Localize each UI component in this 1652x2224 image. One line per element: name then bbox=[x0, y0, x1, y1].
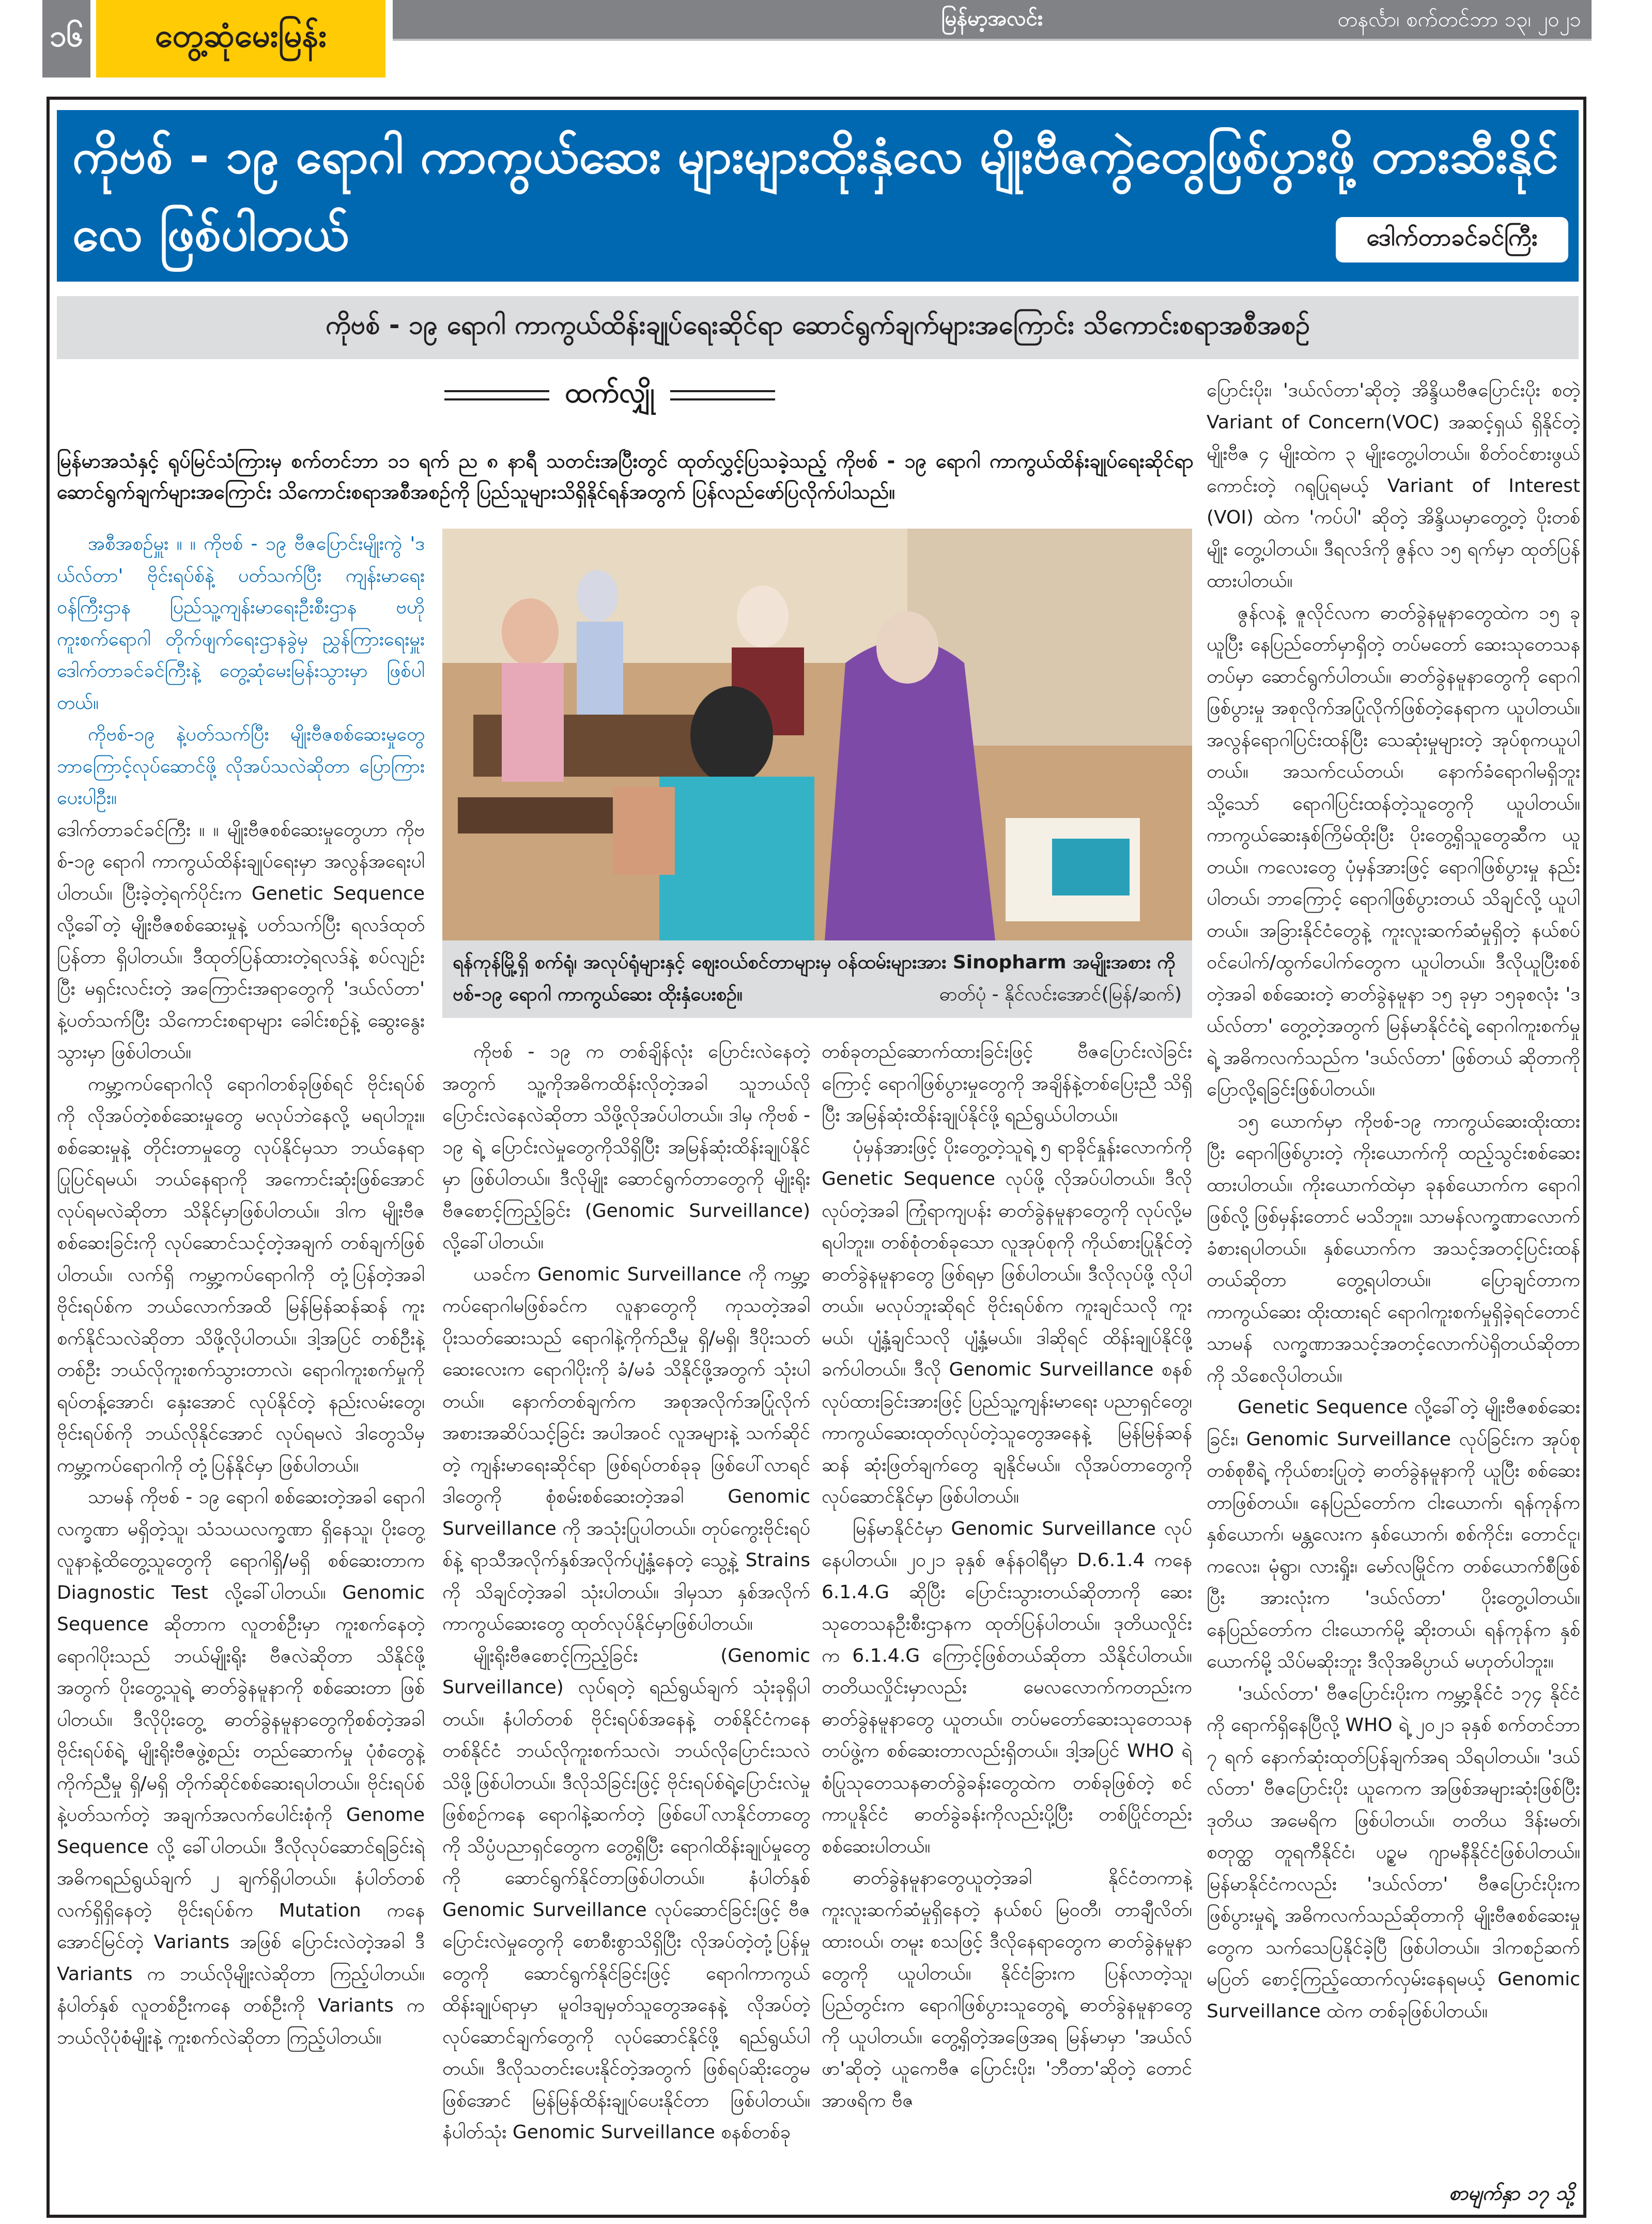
caption-text: ရန်ကုန်မြို့ရှိ စက်ရုံ၊ အလုပ်ရုံများနှင့် ဈေးဝယ်စင်တာများမှ ဝန်ထမ်းများအား Sinopharm အမျိုးအစား ကိုဗစ်-၁၉ ရောဂါ ကာကွယ်ဆေး ထိုးနှံပေးစဉ်။ bbox=[453, 952, 1176, 1005]
paragraph: ပုံမှန်အားဖြင့် ပိုးတွေ့တဲ့သူရဲ့ ၅ ရာခိုင်နှုန်းလောက်ကို Genetic Sequence လုပ်ဖို့ လိုအပ်ပါတယ်။ ဒီလိုလုပ်တဲ့အခါ ကြုံရာကျပန်း ဓာတ်ခွဲနမူနာတွေကို လုပ်လို့မရပါဘူး။ တစ်စုံတစ်ခုသော လူအုပ်စုကို ကိုယ်စားပြုနိုင်တဲ့ ဓာတ်ခွဲနမူနာတွေ ဖြစ်ရမှာ ဖြစ်ပါတယ်။ ဒီလိုလုပ်ဖို့ လိုပါတယ်။ မလုပ်ဘူးဆိုရင် ဗိုင်းရပ်စ်က ကူးချင်သလို ကူးမယ်၊ ပျံ့နှံ့ချင်သလို ပျံ့နှံ့မယ်။ ဒါဆိုရင် ထိန်းချုပ်နိုင်ဖို့ ခက်ပါတယ်။ ဒီလို Genomic Surveillance စနစ်လုပ်ထားခြင်းအားဖြင့် ပြည်သူ့ကျန်းမာရေး ပညာရှင်တွေ၊ ကာကွယ်ဆေးထုတ်လုပ်တဲ့သူတွေအနေနဲ့ မြန်မြန်ဆန်ဆန် ဆုံးဖြတ်ချက်တွေ ချနိုင်မယ်။ လိုအပ်တာတွေကို လုပ်ဆောင်နိုင်မှာ ဖြစ်ပါတယ်။ bbox=[822, 1136, 1192, 1507]
vaccination-photo bbox=[442, 529, 1192, 940]
paragraph: ကိုဗစ် - ၁၉ က တစ်ချိန်လုံး ပြောင်းလဲနေတဲ့အတွက် သူ့ကိုအဓိကထိန်းလိုတဲ့အခါ သူဘယ်လိုပြောင်းလဲနေလဲဆိုတာ သိဖို့လိုအပ်ပါတယ်။ ဒါမှ ကိုဗစ် - ၁၉ ရဲ့ ပြောင်းလဲမှုတွေကိုသိရှိပြီး အမြန်ဆုံးထိန်းချုပ်နိုင်မှာ ဖြစ်ပါတယ်။ ဒီလိုမျိုး ဆောင်ရွက်တာတွေကို မျိုးရိုးဗီဇစောင့်ကြည့်ခြင်း (Genomic Surveillance) လို့ခေါ်ပါတယ်။ bbox=[442, 1041, 810, 1253]
column-2 bbox=[442, 1036, 810, 2199]
continued-label: ထက်လျှို bbox=[564, 376, 655, 409]
paragraph: ကမ္ဘာ့ကပ်ရောဂါလို ရောဂါတစ်ခုဖြစ်ရင် ဗိုင်းရပ်စ်ကို လိုအပ်တဲ့စစ်ဆေးမှုတွေ မလုပ်ဘဲနေလို့ မရပါဘူး။ စစ်ဆေးမှုနဲ့ တိုင်းတာမှုတွေ လုပ်နိုင်မှသာ ဘယ်နေရာပြုပြင်ရမယ်၊ ဘယ်နေရာကို အကောင်းဆုံးဖြစ်အောင် လုပ်ရမလဲဆိုတာ သိနိုင်မှာဖြစ်ပါတယ်။ ဒါက မျိုးဗီဇစစ်ဆေးခြင်းကို လုပ်ဆောင်သင့်တဲ့အချက် တစ်ချက်ဖြစ်ပါတယ်။ လက်ရှိ ကမ္ဘာ့ကပ်ရောဂါကို တုံ့ပြန်တဲ့အခါ ဗိုင်းရပ်စ်က ဘယ်လောက်အထိ မြန်မြန်ဆန်ဆန် ကူးစက်နိုင်သလဲဆိုတာ သိဖို့လိုပါတယ်။ ဒါ့အပြင် တစ်ဦးနဲ့တစ်ဦး ဘယ်လိုကူးစက်သွားတာလဲ၊ ရောဂါကူးစက်မှုကို ရပ်တန့်အောင်၊ နှေးအောင် လုပ်နိုင်တဲ့ နည်းလမ်းတွေ၊ ဗိုင်းရပ်စ်ကို ဘယ်လိုနိုင်အောင် လုပ်ရမလဲ ဒါတွေသိမှ ကမ္ဘာ့ကပ်ရောဂါကို တုံ့ပြန်နိုင်မှာ ဖြစ်ပါတယ်။ bbox=[57, 1073, 425, 1476]
continued-on-page[interactable]: စာမျက်နှာ ၁၇ သို့ bbox=[1448, 2182, 1574, 2204]
divider bbox=[444, 390, 549, 400]
article-title: ကိုဗစ် - ၁၉ ရောဂါ ကာကွယ်ဆေး များများထိုးနှံလေ မျိုးဗီဇကွဲတွေဖြစ်ပွားဖို့ တားဆီးနိုင်လေ ဖြစ်ပါတယ် bbox=[72, 129, 1558, 261]
article-subtitle: ကိုဗစ် - ၁၉ ရောဂါ ကာကွယ်ထိန်းချုပ်ရေးဆိုင်ရာ ဆောင်ရွက်ချက်များအကြောင်း သိကောင်းစရာအစီအစဉ် bbox=[57, 296, 1579, 359]
paragraph: တစ်ခုတည်ဆောက်ထားခြင်းဖြင့် ဗီဇပြောင်းလဲခြင်းကြောင့် ရောဂါဖြစ်ပွားမှုတွေကို အချိန်နဲ့တစ်ပြေးညီ သိရှိပြီး အမြန်ဆုံးထိန်းချုပ်နိုင်ဖို့ ရည်ရွယ်ပါတယ်။ bbox=[822, 1041, 1192, 1126]
paragraph: ပြောင်းပိုး၊ 'ဒယ်လ်တာ'ဆိုတဲ့ အိန္ဒိယဗီဇပြောင်းပိုး စတဲ့ Variant of Concern(VOC) အဆင့်ရှယ် ရှိနိုင်တဲ့ မျိုးဗီဇ ၄ မျိုးထဲက ၃ မျိုးတွေ့ပါတယ်။ စိတ်ဝင်စားဖွယ်ကောင်းတဲ့ ဂရုပြုရမယ့် Variant of Interest (VOI) ထဲက 'ကပ်ပါ' ဆိုတဲ့ အိန္ဒိယမှာတွေ့တဲ့ ပိုးတစ်မျိုး တွေ့ပါတယ်။ ဒီရလဒ်ကို ဇွန်လ ၁၅ ရက်မှာ ထုတ်ပြန်ထားပါတယ်။ bbox=[1207, 380, 1580, 592]
paragraph: ယခင်က Genomic Surveillance ကို ကမ္ဘာ့ကပ်ရောဂါမဖြစ်ခင်က လူနာတွေကို ကုသတဲ့အခါ ပိုးသတ်ဆေးသည် ရောဂါနဲ့ကိုက်ညီမှု ရှိ/မရှိ၊ ဒီပိုးသတ်ဆေးလေးက ရောဂါပိုးကို ခံ/မခံ သိနိုင်ဖို့အတွက် သုံးပါတယ်။ နောက်တစ်ချက်က အစုအလိုက်အပြုံလိုက် အစားအဆိပ်သင့်ခြင်း အပါအဝင် လူအများနဲ့ သက်ဆိုင်တဲ့ ကျန်းမာရေးဆိုင်ရာ ဖြစ်ရပ်တစ်ခုခု ဖြစ်ပေါ်လာရင် ဒါတွေကို စုံစမ်းစစ်ဆေးတဲ့အခါ Genomic Surveillance ကို အသုံးပြုပါတယ်။ တုပ်ကွေးဗိုင်းရပ်စ်နဲ့ ရာသီအလိုက်နှစ်အလိုက်ပျံ့နှံ့နေတဲ့ သွေ့နဲ့ Strains ကို သိချင်တဲ့အခါ သုံးပါတယ်။ ဒါမှသာ နှစ်အလိုက် ကာကွယ်ဆေးတွေ ထုတ်လုပ်နိုင်မှာဖြစ်ပါတယ်။ bbox=[442, 1263, 810, 1634]
paragraph: မျိုးရိုးဗီဇစောင့်ကြည့်ခြင်း (Genomic Surveillance) လုပ်ရတဲ့ ရည်ရွယ်ချက် သုံးခုရှိပါတယ်။ နံပါတ်တစ် ဗိုင်းရပ်စ်အနေနဲ့ တစ်နိုင်ငံကနေ တစ်နိုင်ငံ ဘယ်လိုကူးစက်သလဲ၊ ဘယ်လိုပြောင်းသလဲ သိဖို့ဖြစ်ပါတယ်။ ဒီလိုသိခြင်းဖြင့် ဗိုင်းရပ်စ်ရဲ့ပြောင်းလဲမှုဖြစ်စဉ်ကနေ ရောဂါနဲ့ဆက်တဲ့ ဖြစ်ပေါ်လာနိုင်တာတွေကို သိပ္ပံပညာရှင်တွေက တွေ့ရှိပြီး ရောဂါထိန်းချုပ်မှုတွေကို ဆောင်ရွက်နိုင်တာဖြစ်ပါတယ်။ နံပါတ်နှစ် Genomic Surveillance လုပ်ဆောင်ခြင်းဖြင့် ဗီဇပြောင်းလဲမှုတွေကို စောစီးစွာသိရှိပြီး လိုအပ်တဲ့တုံ့ပြန်မှုတွေကို ဆောင်ရွက်နိုင်ခြင်းဖြင့် ရောဂါကာကွယ်ထိန်းချုပ်ရာမှာ မူဝါဒချမှတ်သူတွေအနေနဲ့ လိုအပ်တဲ့လုပ်ဆောင်ချက်တွေကို လုပ်ဆောင်နိုင်ဖို့ ရည်ရွယ်ပါတယ်။ ဒီလိုသတင်းပေးနိုင်တဲ့အတွက် ဖြစ်ရပ်ဆိုးတွေမဖြစ်အောင် မြန်မြန်ထိန်းချုပ်ပေးနိုင်တာ ဖြစ်ပါတယ်။ နံပါတ်သုံး Genomic Surveillance စနစ်တစ်ခု bbox=[442, 1645, 810, 2143]
column-4 bbox=[1207, 375, 1580, 2147]
column-3 bbox=[822, 1036, 1192, 2199]
paragraph: ကိုဗစ်-၁၉ နဲ့ပတ်သက်ပြီး မျိုးဗီဇစစ်ဆေးမှုတွေ ဘာကြောင့်လုပ်ဆောင်ဖို့ လိုအပ်သလဲဆိုတာ ပြောကြားပေးပါဦး။ bbox=[57, 724, 425, 809]
paragraph: ဓာတ်ခွဲနမူနာတွေယူတဲ့အခါ နိုင်ငံတကာနဲ့ ကူးလူးဆက်ဆံမှုရှိနေတဲ့ နယ်စပ် မြဝတီ၊ တာချီလိတ်၊ ထားဝယ်၊ တမူး စသဖြင့် ဒီလိုနေရာတွေက ဓာတ်ခွဲနမူနာတွေကို ယူပါတယ်။ နိုင်ငံခြားက ပြန်လာတဲ့သူ၊ ပြည်တွင်းက ရောဂါဖြစ်ပွားသူတွေရဲ့ ဓာတ်ခွဲနမူနာတွေကို ယူပါတယ်။ တွေ့ရှိတဲ့အဖြေအရ မြန်မာမှာ 'အယ်လ်ဖာ'ဆိုတဲ့ ယူကေဗီဇ ပြောင်းပိုး၊ 'ဘီတာ'ဆိုတဲ့ တောင်အာဖရိက ဗီဇ bbox=[822, 1867, 1192, 2111]
author-badge: ဒေါက်တာခင်ခင်ကြီး bbox=[1336, 217, 1568, 262]
column-1 bbox=[57, 528, 425, 2197]
paragraph: Genetic Sequence လို့ခေါ်တဲ့ မျိုးဗီဇစစ်ဆေးခြင်း၊ Genomic Surveillance လုပ်ခြင်းက အုပ်စုတစ်စုစီရဲ့ ကိုယ်စားပြုတဲ့ ဓာတ်ခွဲနမူနာကို ယူပြီး စစ်ဆေးတာဖြစ်တယ်။ နေပြည်တော်က ငါးယောက်၊ ရန်ကုန်က နှစ်ယောက်၊ မန္တလေးက နှစ်ယောက်၊ စစ်ကိုင်း၊ တောင်ငူ၊ ကလေး၊ မုံရွာ၊ လားရှိုး၊ မော်လမြိုင်က တစ်ယောက်စီဖြစ်ပြီး အားလုံးက 'ဒယ်လ်တာ' ပိုးတွေ့ပါတယ်။ နေပြည်တော်က ငါးယောက်မို့ ဆိုးတယ်၊ ရန်ကုန်က နှစ်ယောက်မို့ သိပ်မဆိုးဘူး ဒီလိုအဓိပ္ပာယ် မဟုတ်ပါဘူး။ bbox=[1207, 1397, 1580, 1672]
continued-heading bbox=[444, 377, 775, 413]
paragraph: 'ဒယ်လ်တာ' ဗီဇပြောင်းပိုးက ကမ္ဘာ့နိုင်ငံ ၁၇၄ နိုင်ငံကို ရောက်ရှိနေပြီလို့ WHO ရဲ့ ၂၀၂၁ ခုနှစ် စက်တင်ဘာ ၇ ရက် နောက်ဆုံးထုတ်ပြန်ချက်အရ သိရပါတယ်။ 'ဒယ်လ်တာ' ဗီဇပြောင်းပိုး ယူကေက အဖြစ်အများဆုံးဖြစ်ပြီး ဒုတိယ အမေရိက ဖြစ်ပါတယ်။ တတိယ ဒိန်းမတ်၊ စတုတ္ထ တူရကီနိုင်ငံ၊ ပဉ္စမ ဂျာမနီနိုင်ငံဖြစ်ပါတယ်။ မြန်မာနိုင်ငံကလည်း 'ဒယ်လ်တာ' ဗီဇပြောင်းပိုးက ဖြစ်ပွားမှုရဲ့ အဓိကလက်သည်ဆိုတာကို မျိုးဗီဇစစ်ဆေးမှုတွေက သက်သေပြနိုင်ခဲ့ပြီ ဖြစ်ပါတယ်။ ဒါကစဉ်ဆက်မပြတ် စောင့်ကြည့်ထောက်လှမ်းနေရမယ့် Genomic Surveillance ထဲက တစ်ခုဖြစ်ပါတယ်။ bbox=[1207, 1682, 1580, 2022]
paragraph: သာမန် ကိုဗစ် - ၁၉ ရောဂါ စစ်ဆေးတဲ့အခါ ရောဂါလက္ခဏာ မရှိတဲ့သူ၊ သံသယလက္ခဏာ ရှိနေသူ၊ ပိုးတွေ့လူနာနဲ့ထိတွေ့သူတွေကို ရောဂါရှိ/မရှိ စစ်ဆေးတာက Diagnostic Test လို့ခေါ်ပါတယ်။ Genomic Sequence ဆိုတာက လူတစ်ဦးမှာ ကူးစက်နေတဲ့ ရောဂါပိုးသည် ဘယ်မျိုးရိုး ဗီဇလဲဆိုတာ သိနိုင်ဖို့အတွက် ပိုးတွေ့သူရဲ့ ဓာတ်ခွဲနမူနာကို စစ်ဆေးတာ ဖြစ်ပါတယ်။ ဒီလိုပိုးတွေ့ ဓာတ်ခွဲနမူနာတွေကိုစစ်တဲ့အခါ ဗိုင်းရပ်စ်ရဲ့ မျိုးရိုးဗီဇဖွဲ့စည်း တည်ဆောက်မှု ပုံစံတွေနဲ့ ကိုက်ညီမှု ရှိ/မရှိ တိုက်ဆိုင်စစ်ဆေးရပါတယ်။ ဗိုင်းရပ်စ်နဲ့ပတ်သက်တဲ့ အချက်အလက်ပေါင်းစုံကို Genome Sequence လို့ ခေါ်ပါတယ်။ ဒီလိုလုပ်ဆောင်ရခြင်းရဲ့ အဓိကရည်ရွယ်ချက် ၂ ချက်ရှိပါတယ်။ နံပါတ်တစ် လက်ရှိရှိနေတဲ့ ဗိုင်းရပ်စ်က Mutation ကနေ အောင်မြင်တဲ့ Variants အဖြစ် ပြောင်းလဲတဲ့အခါ ဒီ Variants က ဘယ်လိုမျိုးလဲဆိုတာ ကြည့်ပါတယ်။ နံပါတ်နှစ် လူတစ်ဦးကနေ တစ်ဦးကို Variants က ဘယ်လိုပုံစံမျိုးနဲ့ ကူးစက်လဲဆိုတာ ကြည့်ပါတယ်။ bbox=[57, 1487, 425, 2048]
page-number: ၁၆ bbox=[42, 0, 90, 78]
section-label: တွေ့ဆုံမေးမြန်း bbox=[96, 0, 385, 78]
header-bar bbox=[393, 0, 1592, 41]
article-intro: မြန်မာအသံနှင့် ရုပ်မြင်သံကြားမှ စက်တင်ဘာ ၁၁ ရက် ည ၈ နာရီ သတင်းအပြီးတွင် ထုတ်လွှင့်ပြသခဲ့သည့် ကိုဗစ် - ၁၉ ရောဂါ ကာကွယ်ထိန်းချုပ်ရေးဆိုင်ရာ ဆောင်ရွက်ချက်များအကြောင်း သိကောင်းစရာအစီအစဉ်ကို ပြည်သူများသိရှိနိုင်ရန်အတွက် ပြန်လည်ဖော်ပြလိုက်ပါသည်။ bbox=[57, 450, 1194, 503]
publication-name: မြန်မာ့အလင်း bbox=[941, 7, 1043, 30]
photo-credit: ဓာတ်ပုံ - နိုင်လင်းအောင်(မြန်/ဆက်) bbox=[939, 984, 1182, 1005]
paragraph: ဇွန်လနဲ့ ဇူလိုင်လက ဓာတ်ခွဲနမူနာတွေထဲက ၁၅ ခုယူပြီး နေပြည်တော်မှာရှိတဲ့ တပ်မတော် ဆေးသုတေသနတပ်မှာ ဆောင်ရွက်ပါတယ်။ ဓာတ်ခွဲနမူနာတွေကို ရောဂါဖြစ်ပွားမှု အစုလိုက်အပြုံလိုက်ဖြစ်တဲ့နေရာက ယူပါတယ်။ အလွန်ရောဂါပြင်းထန်ပြီး သေဆုံးမှုများတဲ့ အုပ်စုကယူပါတယ်။ အသက်ငယ်တယ်၊ နောက်ခံရောဂါမရှိဘူး သို့သော် ရောဂါပြင်းထန်တဲ့သူတွေကို ယူပါတယ်။ ကာကွယ်ဆေးနှစ်ကြိမ်ထိုးပြီး ပိုးတွေ့ရှိသူတွေဆီက ယူတယ်။ ကလေးတွေ ပုံမှန်အားဖြင့် ရောဂါဖြစ်ပွားမှု နည်းပါတယ်၊ ဘာကြောင့် ရောဂါဖြစ်ပွားတယ် သိချင်လို့ ယူပါတယ်။ အခြားနိုင်ငံတွေနဲ့ ကူးလူးဆက်ဆံမှုရှိတဲ့ နယ်စပ်ဝင်ပေါက်/ထွက်ပေါက်တွေက ယူပါတယ်။ ဒီလိုယူပြီးစစ်တဲ့အခါ စစ်ဆေးတဲ့ ဓာတ်ခွဲနမူနာ ၁၅ ခုမှာ ၁၅ခုစလုံး 'ဒယ်လ်တာ' တွေ့တဲ့အတွက် မြန်မာနိုင်ငံရဲ့ ရောဂါကူးစက်မှုရဲ့ အဓိကလက်သည်က 'ဒယ်လ်တာ' ဖြစ်တယ် ဆိုတာကို ပြောလို့ရခြင်းဖြစ်ပါတယ်။ bbox=[1207, 602, 1580, 1100]
divider bbox=[670, 390, 775, 400]
paragraph: ၁၅ ယောက်မှာ ကိုဗစ်-၁၉ ကာကွယ်ဆေးထိုးထားပြီး ရောဂါဖြစ်ပွားတဲ့ ကိုးယောက်ကို ထည့်သွင်းစစ်ဆေးထားပါတယ်။ ကိုးယောက်ထဲမှာ ခုနစ်ယောက်က ရောဂါဖြစ်လို့ ဖြစ်မှန်းတောင် မသိဘူး။ သာမန်လက္ခဏာလောက် ခံစားရပါတယ်။ နှစ်ယောက်က အသင့်အတင့်ပြင်းထန်တယ်ဆိုတာ တွေ့ရပါတယ်။ ပြောချင်တာက ကာကွယ်ဆေး ထိုးထားရင် ရောဂါကူးစက်မှုရှိခဲ့ရင်တောင် သာမန် လက္ခဏာအသင့်အတင့်လောက်ပဲရှိတယ်ဆိုတာကို သိစေလိုပါတယ်။ bbox=[1207, 1110, 1580, 1386]
paragraph: မြန်မာနိုင်ငံမှာ Genomic Surveillance လုပ်နေပါတယ်။ ၂၀၂၁ ခုနှစ် ဇန်နဝါရီမှာ D.6.1.4 ကနေ 6.1.4.G ဆိုပြီး ပြောင်းသွားတယ်ဆိုတာကို ဆေးသုတေသနဦးစီးဌာနက ထုတ်ပြန်ပါတယ်။ ဒုတိယလှိုင်းက 6.1.4.G ကြောင့်ဖြစ်တယ်ဆိုတာ သိနိုင်ပါတယ်။ တတိယလှိုင်းမှာလည်း မေလလောက်ကတည်းက ဓာတ်ခွဲနမူနာတွေ ယူတယ်။ တပ်မတော်ဆေးသုတေသနတပ်ဖွဲ့က စစ်ဆေးတာလည်းရှိတယ်။ ဒါ့အပြင် WHO ရဲ့ စံပြုသုတေသနဓာတ်ခွဲခန်းတွေထဲက တစ်ခုဖြစ်တဲ့ စင်ကာပူနိုင်ငံ ဓာတ်ခွဲခန်းကိုလည်းပို့ပြီး တစ်ပြိုင်တည်း စစ်ဆေးပါတယ်။ bbox=[822, 1518, 1192, 1857]
photo-image bbox=[442, 529, 1192, 940]
issue-date: တနင်္လာ၊ စက်တင်ဘာ ၁၃၊ ၂၀၂၁ bbox=[1337, 8, 1581, 32]
paragraph: ဒေါက်တာခင်ခင်ကြီး ။ ။ မျိုးဗီဇစစ်ဆေးမှုတွေဟာ ကိုဗစ်-၁၉ ရောဂါ ကာကွယ်ထိန်းချုပ်ရေးမှာ အလွန်အရေးပါပါတယ်။ ပြီးခဲ့တဲ့ရက်ပိုင်းက Genetic Sequence လို့ခေါ်တဲ့ မျိုးဗီဇစစ်ဆေးမှုနဲ့ ပတ်သက်ပြီး ရလဒ်ထုတ်ပြန်တာ ရှိပါတယ်။ ဒီထုတ်ပြန်ထားတဲ့ရလဒ်နဲ့ စပ်လျဉ်းပြီး မရှင်းလင်းတဲ့ အကြောင်းအရာတွေကို 'ဒယ်လ်တာ' နဲ့ပတ်သက်ပြီး သိကောင်းစရာများ ခေါင်းစဉ်နဲ့ ဆွေးနွေးသွားမှာ ဖြစ်ပါတယ်။ bbox=[57, 819, 425, 1063]
photo-caption bbox=[442, 940, 1192, 1018]
paragraph: အစီအစဉ်မှူး ။ ။ ကိုဗစ် - ၁၉ ဗီဇပြောင်းမျိုးကွဲ 'ဒယ်လ်တာ' ဗိုင်းရပ်စ်နဲ့ ပတ်သက်ပြီး ကျန်းမာရေးဝန်ကြီးဌာန ပြည်သူ့ကျန်းမာရေးဦးစီးဌာန ဗဟိုကူးစက်ရောဂါ တိုက်ဖျက်ရေးဌာနခွဲမှ ညွှန်ကြားရေးမှူး ဒေါက်တာခင်ခင်ကြီးနဲ့ တွေ့ဆုံမေးမြန်းသွားမှာ ဖြစ်ပါတယ်။ bbox=[57, 533, 425, 714]
